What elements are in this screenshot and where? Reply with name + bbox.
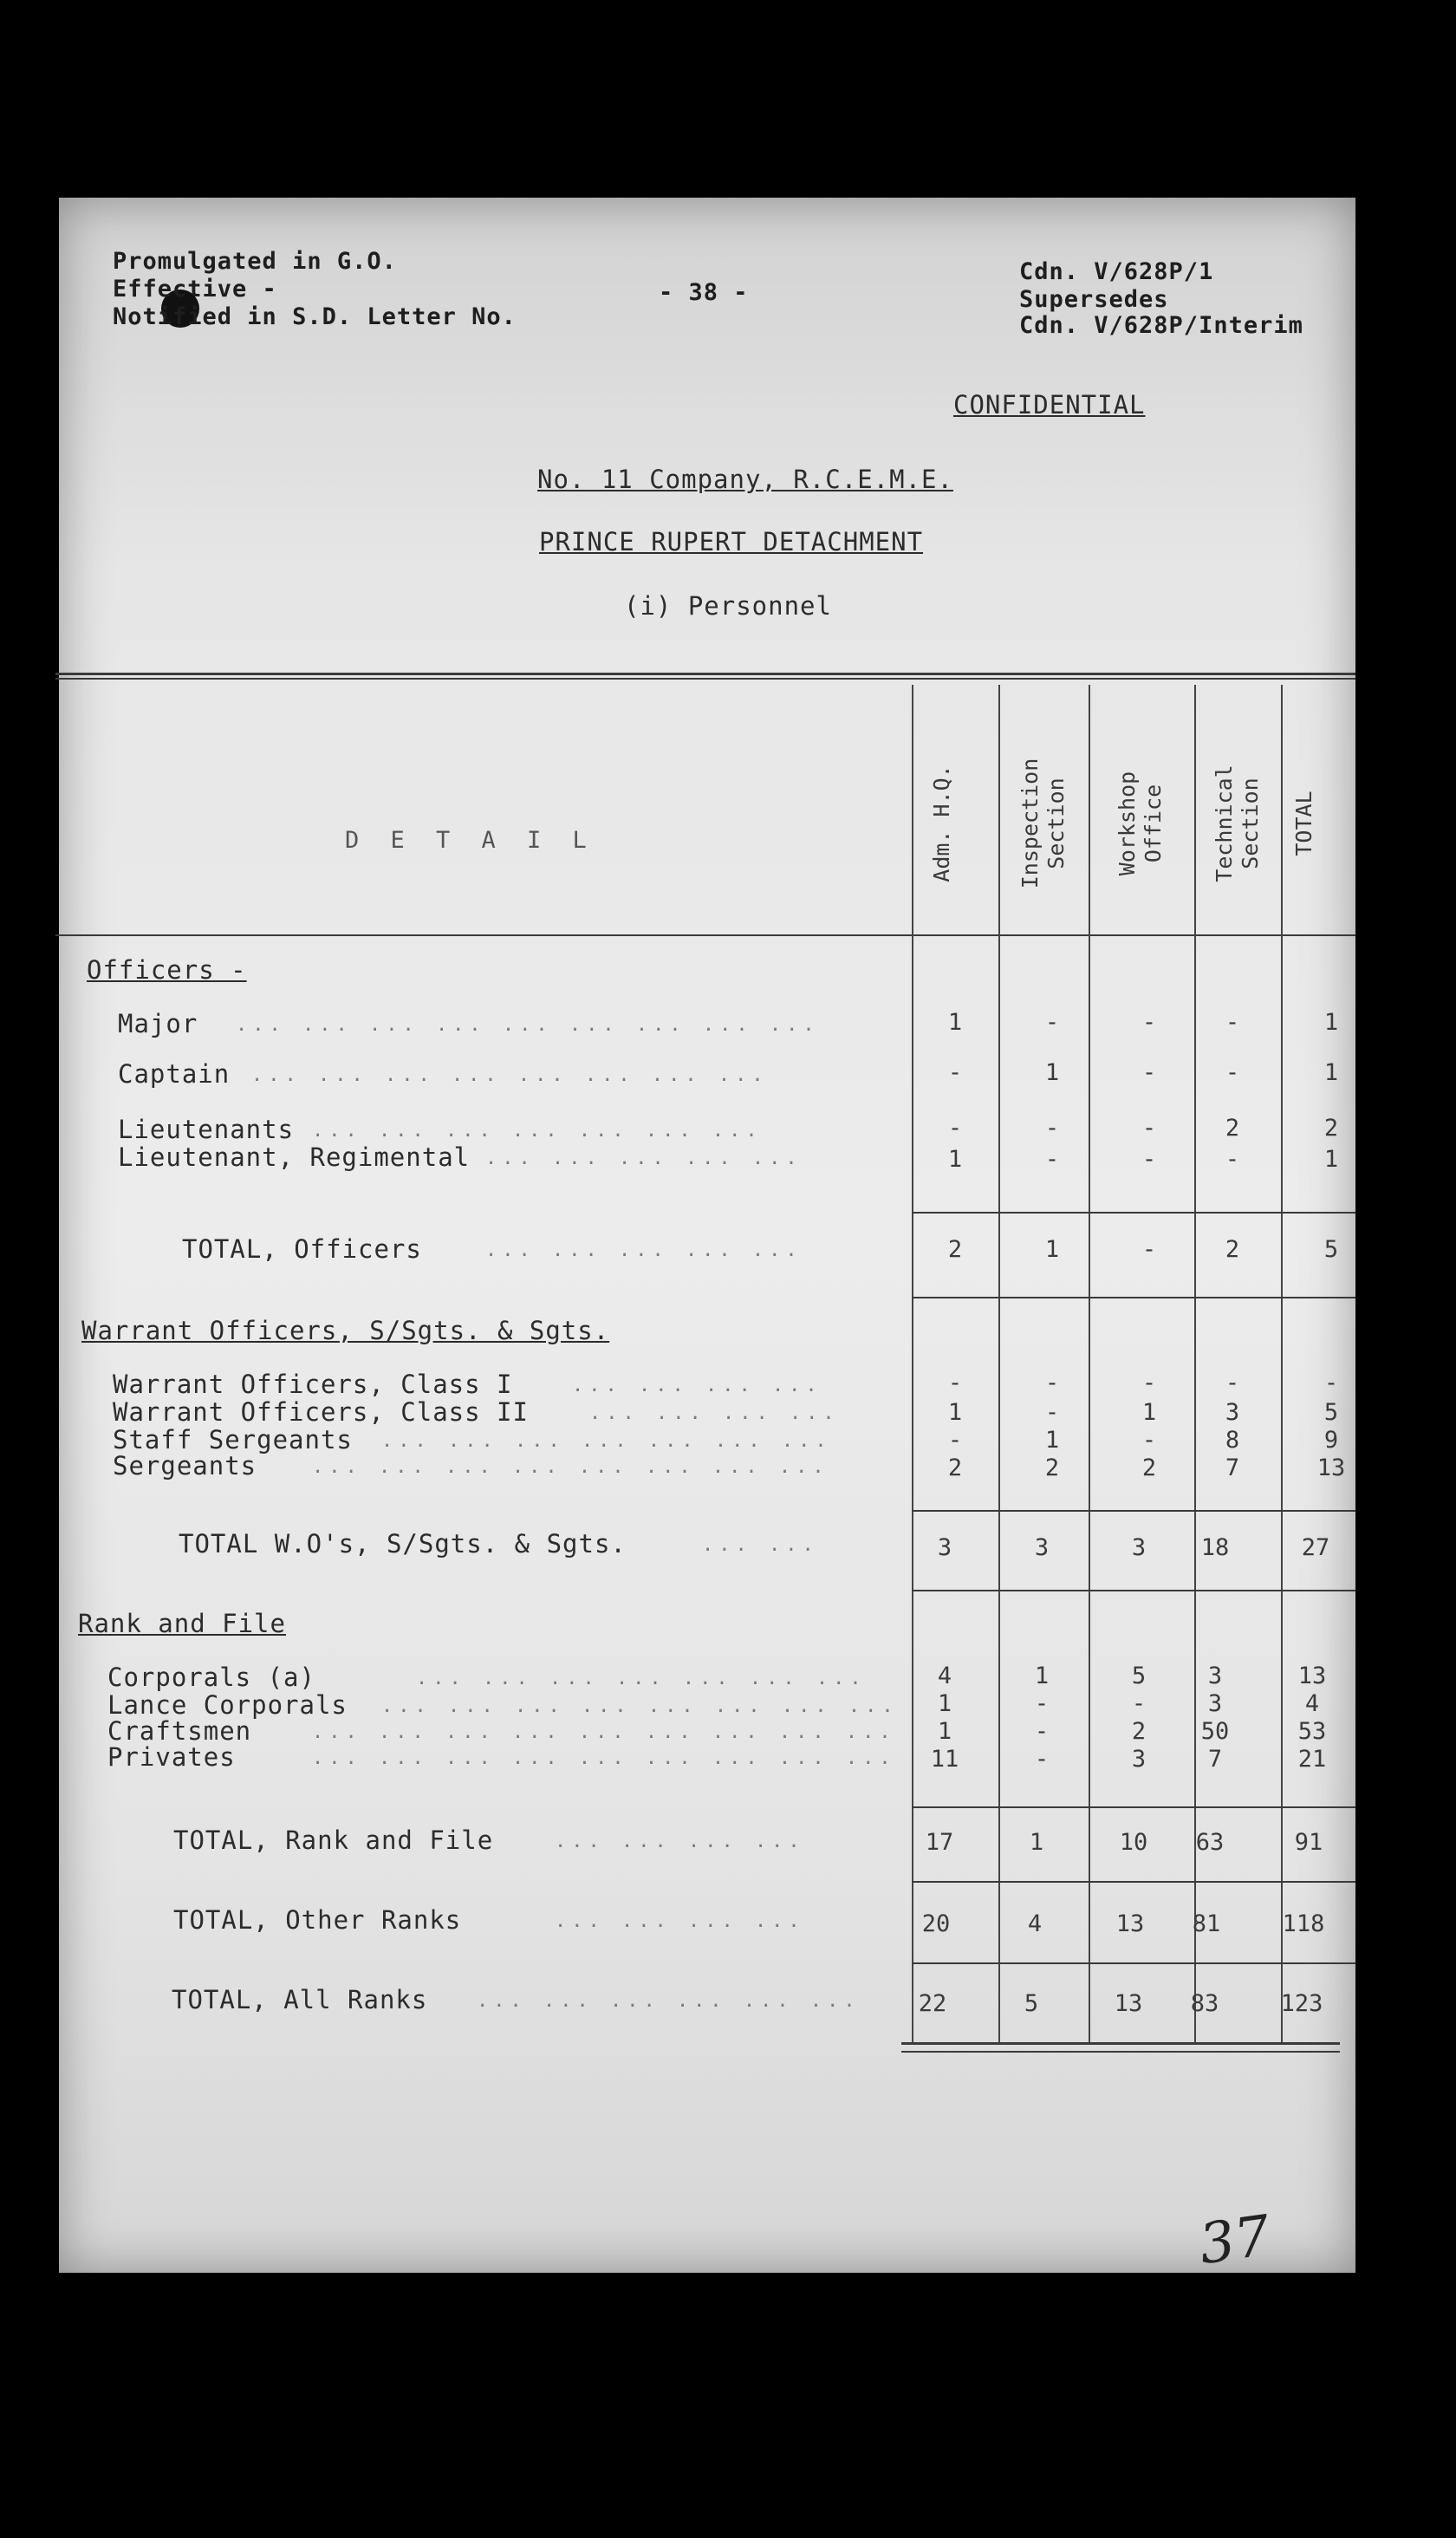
leader-dots: ... ... ... ... ... ... ... ... ... [312,1721,896,1743]
cell: - [1044,1370,1060,1396]
cell: 18 [1200,1534,1230,1561]
cell: - [1044,1399,1060,1426]
cell: - [1131,1690,1147,1717]
cell: 3 [937,1534,952,1561]
total-label: TOTAL, All Ranks [172,1985,428,2014]
cell: 53 [1297,1718,1327,1745]
header-promulgated: Promulgated in G.O. [113,248,397,275]
row-label: Staff Sergeants [113,1425,353,1454]
leader-dots: ... ... ... ... [555,1910,805,1932]
cell: 17 [925,1829,954,1856]
cell: 1 [937,1690,952,1717]
header-superseded-ref: Cdn. V/628P/Interim [1019,312,1303,339]
leader-dots: ... ... ... ... [589,1402,840,1424]
cell: 50 [1200,1718,1230,1745]
cell: - [1141,1009,1157,1036]
cell: 2 [1131,1718,1147,1745]
row-rule [912,1212,1355,1214]
leader-dots: ... ... ... ... ... ... [477,1990,861,2012]
group-heading-warrant-officers: Warrant Officers, S/Sgts. & Sgts. [81,1316,610,1345]
cell: 2 [1225,1115,1240,1142]
cell: 10 [1119,1829,1148,1856]
header-ref-number: Cdn. V/628P/1 [1019,258,1214,285]
leader-dots: ... ... ... ... ... ... ... ... [312,1456,829,1478]
leader-dots: ... ... [702,1534,819,1556]
cell: 7 [1225,1454,1240,1481]
column-header-total: TOTAL [1291,791,1316,856]
cell: 13 [1297,1663,1327,1689]
group-heading-officers: Officers - [87,955,247,985]
row-label: Privates [107,1742,236,1772]
cell: 1 [1323,1146,1339,1173]
cell: 4 [1027,1910,1043,1937]
total-label: TOTAL, Rank and File [173,1825,494,1855]
cell: 123 [1280,1990,1323,2017]
cell: 21 [1297,1746,1327,1773]
cell: 3 [1207,1663,1223,1689]
cell: - [1141,1236,1157,1263]
cell: - [1034,1746,1050,1773]
cell: 1 [1029,1829,1044,1856]
cell: 3 [1207,1690,1223,1717]
row-rule [912,1510,1355,1512]
header-supersedes: Supersedes [1019,286,1169,313]
cell: 63 [1195,1829,1225,1856]
cell: 1 [1034,1663,1050,1689]
cell: 9 [1323,1427,1339,1454]
cell: 2 [1323,1115,1339,1142]
row-label: Warrant Officers, Class II [113,1397,529,1427]
section-title: (i) Personnel [624,591,832,621]
cell: 2 [1141,1454,1157,1481]
cell: 1 [1044,1427,1060,1454]
row-rule [912,1806,1355,1808]
row-label: Lance Corporals [107,1690,348,1720]
cell: 1 [1044,1059,1060,1086]
cell: - [1044,1009,1060,1036]
cell: 5 [1323,1399,1339,1426]
header-bottom-rule [55,934,1355,936]
cell: 83 [1190,1990,1219,2017]
leader-dots: ... ... ... ... ... ... ... [312,1120,763,1142]
cell: 1 [947,1009,963,1036]
leader-dots: ... ... ... ... ... ... ... [381,1430,832,1452]
cell: 20 [921,1910,951,1937]
leader-dots: ... ... ... ... [555,1831,805,1852]
cell: - [1034,1718,1050,1745]
leader-dots: ... ... ... ... ... ... ... ... [251,1064,769,1086]
leader-dots: ... ... ... ... ... ... ... ... ... [312,1747,896,1769]
cell: 4 [1304,1690,1320,1717]
cell: 1 [1044,1236,1060,1263]
cell: - [947,1059,963,1086]
cell: 5 [1024,1990,1039,2017]
folio-number: 37 [1195,2203,1275,2278]
total-label: TOTAL, Other Ranks [173,1905,462,1935]
group-heading-rank-and-file: Rank and File [78,1609,286,1638]
cell: - [1225,1370,1240,1396]
cell: - [1225,1009,1240,1036]
cell: - [1141,1146,1157,1173]
cell: 2 [1225,1236,1240,1263]
cell: - [1141,1427,1157,1454]
leader-dots: ... ... ... ... ... [485,1148,803,1169]
detachment-title: PRINCE RUPERT DETACHMENT [539,527,924,556]
cell: 3 [1131,1534,1147,1561]
row-label: Lieutenant, Regimental [118,1142,471,1172]
cell: 118 [1282,1910,1325,1937]
cell: - [947,1370,963,1396]
detail-header: D E T A I L [345,827,595,854]
row-rule [912,1590,1355,1591]
cell: - [1044,1115,1060,1142]
cell: - [1044,1146,1060,1173]
cell: - [1141,1115,1157,1142]
cell: 2 [947,1236,963,1263]
row-rule [912,1297,1355,1298]
cell: - [1034,1690,1050,1717]
cell: 2 [947,1454,963,1481]
row-label: Sergeants [113,1451,257,1480]
cell: 13 [1316,1454,1346,1481]
row-label: Captain [118,1059,231,1089]
table-bottom-rule-2 [901,2051,1340,2053]
classification: CONFIDENTIAL [953,390,1146,420]
leader-dots: ... ... ... ... [572,1375,822,1396]
total-label: TOTAL, Officers [182,1234,422,1264]
cell: - [1225,1146,1240,1173]
leader-dots: ... ... ... ... ... ... ... ... [381,1695,899,1717]
cell: 22 [918,1990,947,2017]
cell: 4 [937,1663,952,1689]
cell: 1 [1323,1009,1339,1036]
cell: 5 [1131,1663,1147,1689]
row-label: Lieutenants [118,1115,295,1144]
cell: - [1323,1370,1339,1396]
row-label: Corporals (a) [107,1663,315,1692]
cell: - [947,1115,963,1142]
cell: 8 [1225,1427,1240,1454]
cell: 7 [1207,1746,1223,1773]
cell: 91 [1294,1829,1323,1856]
table-top-rule [55,673,1355,675]
cell: - [947,1427,963,1454]
row-rule [912,1881,1355,1883]
cell: 11 [930,1746,959,1773]
cell: - [1141,1059,1157,1086]
column-header-technical: Technical Section [1212,765,1263,882]
header-effective: Effective - [113,276,277,303]
cell: 1 [1141,1399,1157,1426]
cell: 3 [1225,1399,1240,1426]
column-header-adm-hq: Adm. H.Q. [929,765,954,882]
cell: - [1141,1370,1157,1396]
table-bottom-rule [901,2042,1340,2045]
cell: 3 [1034,1534,1050,1561]
unit-title: No. 11 Company, R.C.E.M.E. [537,465,953,494]
cell: 2 [1044,1454,1060,1481]
header-notified: Notified in S.D. Letter No. [113,303,517,330]
cell: 81 [1192,1910,1221,1937]
cell: 1 [947,1146,963,1173]
column-header-inspection: Inspection Section [1017,758,1069,889]
cell: 1 [1323,1059,1339,1086]
row-label: Major [118,1009,198,1038]
cell: - [1225,1059,1240,1086]
cell: 5 [1323,1236,1339,1263]
cell: 1 [947,1399,963,1426]
column-header-workshop: Workshop Office [1115,771,1166,876]
leader-dots: ... ... ... ... ... [485,1240,803,1261]
cell: 3 [1131,1746,1147,1773]
row-label: Warrant Officers, Class I [113,1370,513,1399]
cell: 27 [1301,1534,1330,1561]
cell: 13 [1114,1990,1143,2017]
page-marker: - 38 - [659,279,749,306]
row-rule [912,1962,1355,1964]
cell: 13 [1115,1910,1145,1937]
row-label: Craftsmen [107,1716,252,1746]
leader-dots: ... ... ... ... ... ... ... ... ... [236,1014,820,1036]
cell: 1 [937,1718,952,1745]
leader-dots: ... ... ... ... ... ... ... [416,1668,867,1689]
total-label: TOTAL W.O's, S/Sgts. & Sgts. [179,1529,627,1559]
table-top-rule-2 [55,678,1355,680]
